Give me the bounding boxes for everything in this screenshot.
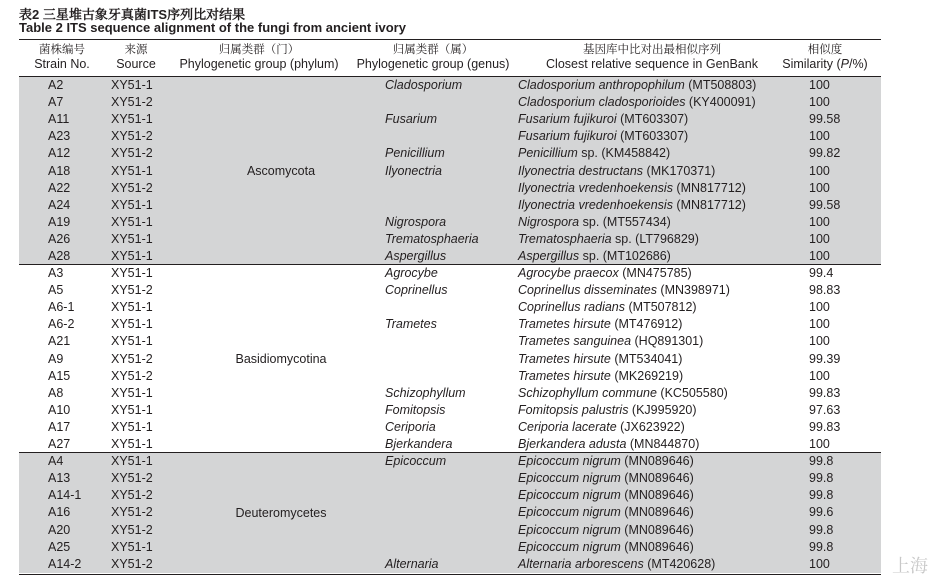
genbank-cell bbox=[518, 453, 694, 470]
group-2 bbox=[19, 453, 881, 573]
accession-number: sp. (MT102686) bbox=[579, 249, 671, 263]
similarity-cell: 100 bbox=[809, 300, 830, 315]
accession-number: (MN089646) bbox=[620, 522, 694, 537]
genbank-cell bbox=[518, 163, 715, 180]
group-1 bbox=[19, 265, 881, 453]
watermark: 上海 bbox=[892, 556, 928, 577]
genus-cell: Fusarium bbox=[385, 112, 438, 127]
table-row bbox=[19, 419, 881, 436]
source-cell: XY51-1 bbox=[111, 385, 153, 400]
genbank-cell bbox=[518, 385, 728, 402]
species-name: Fusarium fujikuroi bbox=[518, 112, 617, 127]
strain-cell: A10 bbox=[48, 402, 71, 417]
genbank-cell bbox=[518, 470, 694, 487]
table-row bbox=[19, 77, 881, 94]
accession-number: (MN089646) bbox=[620, 539, 694, 554]
accession-number: (HQ891301) bbox=[631, 334, 704, 349]
accession-number: (MN844870) bbox=[626, 437, 700, 452]
source-cell: XY51-2 bbox=[111, 283, 153, 298]
strain-cell: A27 bbox=[48, 437, 71, 452]
strain-cell: A16 bbox=[48, 505, 71, 520]
table-row bbox=[19, 487, 881, 504]
table-caption-en: Table 2 ITS sequence alignment of the fungi from ancient ivory bbox=[19, 20, 406, 35]
accession-number: (MN089646) bbox=[620, 488, 694, 503]
source-cell: XY51-1 bbox=[111, 112, 153, 127]
similarity-cell: 99.8 bbox=[809, 471, 834, 486]
strain-cell: A26 bbox=[48, 231, 71, 246]
table-row bbox=[19, 453, 881, 470]
similarity-cell: 100 bbox=[809, 129, 830, 144]
similarity-cell: 100 bbox=[809, 368, 830, 383]
header-phylum-en: Phylogenetic group (phylum) bbox=[179, 57, 339, 71]
source-cell: XY51-1 bbox=[111, 539, 153, 554]
species-name: Fomitopsis palustris bbox=[518, 402, 629, 417]
genbank-cell bbox=[518, 419, 685, 436]
genbank-cell bbox=[518, 539, 694, 556]
strain-cell: A6-2 bbox=[48, 317, 75, 332]
genbank-cell bbox=[518, 145, 670, 162]
strain-cell: A18 bbox=[48, 163, 71, 178]
accession-number: sp. (MT557434) bbox=[579, 214, 671, 229]
accession-number: (MT603307) bbox=[616, 129, 689, 144]
accession-number: (KJ995920) bbox=[628, 402, 697, 417]
header-genus-zh: 归属类群（属） bbox=[392, 42, 474, 56]
similarity-cell: 99.8 bbox=[809, 454, 834, 469]
species-name: Fusarium fujikuroi bbox=[518, 129, 617, 144]
genbank-cell bbox=[518, 282, 730, 299]
accession-number: (MN817712) bbox=[672, 197, 746, 212]
accession-number: sp. (KM458842) bbox=[577, 146, 671, 161]
strain-cell: A7 bbox=[48, 95, 64, 110]
header-similarity-zh: 相似度 bbox=[807, 42, 843, 56]
genus-cell: Trematosphaeria bbox=[385, 231, 479, 246]
similarity-cell: 100 bbox=[809, 163, 830, 178]
strain-cell: A12 bbox=[48, 146, 71, 161]
genus-cell: Cladosporium bbox=[385, 78, 463, 92]
strain-cell: A24 bbox=[48, 197, 71, 212]
strain-cell: A8 bbox=[48, 385, 64, 400]
strain-cell: A2 bbox=[48, 78, 64, 92]
strain-cell: A25 bbox=[48, 539, 71, 554]
species-name: Trematosphaeria bbox=[518, 231, 612, 246]
source-cell: XY51-1 bbox=[111, 266, 153, 281]
header-strain-en: Strain No. bbox=[34, 57, 90, 71]
table-caption-zh: 表2 三星堆古象牙真菌ITS序列比对结果 bbox=[19, 7, 246, 22]
genus-cell: Alternaria bbox=[385, 556, 439, 571]
source-cell: XY51-2 bbox=[111, 471, 153, 486]
species-name: Alternaria arborescens bbox=[518, 556, 644, 571]
genbank-cell bbox=[518, 487, 694, 504]
header-source-en: Source bbox=[116, 57, 156, 71]
accession-number: (MT603307) bbox=[616, 112, 689, 127]
genbank-cell bbox=[518, 351, 682, 368]
table-row bbox=[19, 333, 881, 350]
top-rule bbox=[19, 39, 881, 40]
species-name: Epicoccum nigrum bbox=[518, 522, 621, 537]
group-0 bbox=[19, 77, 881, 265]
table-row bbox=[19, 248, 881, 265]
genus-cell: Fomitopsis bbox=[385, 402, 446, 417]
table-row bbox=[19, 163, 881, 180]
header-strain-zh: 菌株编号 bbox=[39, 42, 85, 56]
similarity-cell: 100 bbox=[809, 95, 830, 110]
strain-cell: A13 bbox=[48, 471, 71, 486]
similarity-cell: 100 bbox=[809, 180, 830, 195]
accession-number: sp. (LT796829) bbox=[611, 231, 699, 246]
species-name: Ceriporia lacerate bbox=[518, 419, 617, 434]
table-row bbox=[19, 351, 881, 368]
similarity-cell: 97.63 bbox=[809, 402, 841, 417]
similarity-cell: 99.8 bbox=[809, 488, 834, 503]
similarity-cell: 100 bbox=[809, 78, 830, 92]
table-row bbox=[19, 128, 881, 145]
similarity-cell: 99.6 bbox=[809, 505, 834, 520]
strain-cell: A4 bbox=[48, 454, 64, 469]
accession-number: (KY400091) bbox=[685, 95, 756, 110]
bottom-rule bbox=[19, 574, 881, 575]
strain-cell: A17 bbox=[48, 419, 71, 434]
species-name: Trametes hirsute bbox=[518, 368, 611, 383]
genus-cell: Schizophyllum bbox=[385, 385, 466, 400]
strain-cell: A21 bbox=[48, 334, 71, 349]
strain-cell: A20 bbox=[48, 522, 71, 537]
genus-cell: Aspergillus bbox=[385, 249, 447, 263]
accession-number: (MK170371) bbox=[643, 163, 716, 178]
source-cell: XY51-2 bbox=[111, 505, 153, 520]
header-genus-en: Phylogenetic group (genus) bbox=[356, 57, 510, 71]
strain-cell: A11 bbox=[48, 112, 70, 127]
species-name: Trametes hirsute bbox=[518, 351, 611, 366]
genus-cell: Coprinellus bbox=[385, 283, 448, 298]
source-cell: XY51-2 bbox=[111, 368, 153, 383]
genbank-cell bbox=[518, 402, 697, 419]
genbank-cell bbox=[518, 94, 756, 111]
genbank-cell bbox=[518, 368, 683, 385]
species-name: Coprinellus radians bbox=[518, 300, 626, 315]
header-similarity bbox=[782, 42, 867, 72]
table-header bbox=[19, 42, 881, 76]
source-cell: XY51-2 bbox=[111, 95, 153, 110]
accession-number: (JX623922) bbox=[616, 419, 685, 434]
accession-number: (MT507812) bbox=[625, 300, 697, 315]
accession-number: (MN817712) bbox=[672, 180, 746, 195]
source-cell: XY51-2 bbox=[111, 488, 153, 503]
source-cell: XY51-1 bbox=[111, 317, 153, 332]
table-row bbox=[19, 145, 881, 162]
similarity-cell: 99.83 bbox=[809, 385, 841, 400]
species-name: Aspergillus bbox=[518, 249, 580, 263]
header-phylum bbox=[179, 42, 338, 72]
species-name: Trametes hirsute bbox=[518, 317, 611, 332]
genus-cell: Nigrospora bbox=[385, 214, 447, 229]
species-name: Agrocybe praecox bbox=[518, 266, 619, 281]
source-cell: XY51-1 bbox=[111, 437, 153, 452]
strain-cell: A22 bbox=[48, 180, 71, 195]
strain-cell: A23 bbox=[48, 129, 71, 144]
genus-cell: Ceriporia bbox=[385, 419, 436, 434]
table-row bbox=[19, 385, 881, 402]
phylum-label: Deuteromycetes bbox=[235, 505, 327, 520]
strain-cell: A19 bbox=[48, 214, 71, 229]
table-row bbox=[19, 111, 881, 128]
genus-cell: Agrocybe bbox=[385, 266, 438, 281]
similarity-cell: 100 bbox=[809, 334, 830, 349]
table-row bbox=[19, 214, 881, 231]
similarity-cell: 99.4 bbox=[809, 266, 834, 281]
phylum-label: Ascomycota bbox=[246, 163, 316, 178]
strain-cell: A9 bbox=[48, 351, 64, 366]
table-row bbox=[19, 436, 881, 453]
species-name: Epicoccum nigrum bbox=[518, 539, 621, 554]
table-row bbox=[19, 539, 881, 556]
source-cell: XY51-1 bbox=[111, 197, 153, 212]
source-cell: XY51-2 bbox=[111, 522, 153, 537]
table-row bbox=[19, 316, 881, 333]
species-name: Nigrospora bbox=[518, 214, 580, 229]
species-name: Coprinellus disseminates bbox=[518, 283, 657, 298]
header-phylum-zh: 归属类群（门） bbox=[218, 42, 300, 56]
similarity-cell: 99.58 bbox=[809, 197, 841, 212]
species-name: Cladosporium cladosporioides bbox=[518, 95, 686, 110]
source-cell: XY51-1 bbox=[111, 78, 153, 92]
genbank-cell bbox=[518, 504, 694, 521]
strain-cell: A14-2 bbox=[48, 556, 82, 571]
similarity-cell: 100 bbox=[809, 214, 830, 229]
table-row bbox=[19, 299, 881, 316]
accession-number: (MN089646) bbox=[620, 505, 694, 520]
genus-cell: Trametes bbox=[385, 317, 437, 332]
table-row bbox=[19, 180, 881, 197]
source-cell: XY51-1 bbox=[111, 214, 153, 229]
accession-number: (MN475785) bbox=[618, 266, 692, 281]
species-name: Schizophyllum commune bbox=[518, 385, 657, 400]
genus-cell: Penicillium bbox=[385, 146, 445, 161]
species-name: Epicoccum nigrum bbox=[518, 471, 621, 486]
source-cell: XY51-2 bbox=[111, 556, 153, 571]
table-row bbox=[19, 282, 881, 299]
genbank-cell bbox=[518, 214, 671, 231]
source-cell: XY51-1 bbox=[111, 300, 153, 315]
header-genus bbox=[357, 42, 510, 72]
similarity-cell: 99.58 bbox=[809, 112, 841, 127]
accession-number: (MN089646) bbox=[620, 471, 694, 486]
strain-cell: A15 bbox=[48, 368, 71, 383]
genbank-cell bbox=[518, 180, 746, 197]
similarity-cell: 99.8 bbox=[809, 522, 834, 537]
similarity-cell: 100 bbox=[809, 317, 830, 332]
header-source bbox=[116, 42, 156, 72]
genbank-cell bbox=[518, 77, 756, 94]
genbank-cell bbox=[518, 333, 703, 350]
genbank-cell bbox=[518, 436, 699, 453]
accession-number: (MK269219) bbox=[610, 368, 684, 383]
source-cell: XY51-2 bbox=[111, 129, 153, 144]
similarity-cell: 99.8 bbox=[809, 539, 834, 554]
table-row bbox=[19, 231, 881, 248]
accession-number: (MN398971) bbox=[656, 283, 730, 298]
source-cell: XY51-2 bbox=[111, 180, 153, 195]
source-cell: XY51-1 bbox=[111, 249, 153, 263]
genbank-cell bbox=[518, 248, 671, 265]
accession-number: (MT508803) bbox=[684, 78, 757, 92]
species-name: Ilyonectria destructans bbox=[518, 163, 644, 178]
genbank-cell bbox=[518, 522, 694, 539]
species-name: Epicoccum nigrum bbox=[518, 454, 621, 469]
similarity-cell: 100 bbox=[809, 437, 830, 452]
similarity-cell: 99.39 bbox=[809, 351, 841, 366]
similarity-cell: 100 bbox=[809, 231, 830, 246]
species-name: Cladosporium anthropophilum bbox=[518, 78, 685, 92]
source-cell: XY51-1 bbox=[111, 231, 153, 246]
species-name: Bjerkandera adusta bbox=[518, 437, 627, 452]
table-row bbox=[19, 368, 881, 385]
species-name: Trametes sanguinea bbox=[518, 334, 632, 349]
similarity-cell: 100 bbox=[809, 556, 830, 571]
genbank-cell bbox=[518, 128, 688, 145]
source-cell: XY51-1 bbox=[111, 334, 153, 349]
table-row bbox=[19, 94, 881, 111]
species-name: Ilyonectria vredenhoekensis bbox=[518, 197, 673, 212]
genbank-cell bbox=[518, 197, 746, 214]
source-cell: XY51-1 bbox=[111, 419, 153, 434]
genbank-cell bbox=[518, 231, 699, 248]
header-source-zh: 来源 bbox=[124, 42, 148, 56]
genbank-cell bbox=[518, 111, 688, 128]
strain-cell: A5 bbox=[48, 283, 64, 298]
genbank-cell bbox=[518, 299, 697, 316]
table-row bbox=[19, 504, 881, 521]
header-genbank-zh: 基因库中比对出最相似序列 bbox=[583, 42, 721, 56]
species-name: Epicoccum nigrum bbox=[518, 488, 621, 503]
genbank-cell bbox=[518, 265, 692, 282]
strain-cell: A14-1 bbox=[48, 488, 82, 503]
table-row bbox=[19, 265, 881, 282]
table-row bbox=[19, 470, 881, 487]
table-row bbox=[19, 197, 881, 214]
genus-cell: Epicoccum bbox=[385, 454, 447, 469]
strain-cell: A3 bbox=[48, 266, 64, 281]
table-row bbox=[19, 402, 881, 419]
genus-cell: Ilyonectria bbox=[385, 163, 442, 178]
header-similarity-en: Similarity (P/%) bbox=[782, 57, 868, 71]
source-cell: XY51-1 bbox=[111, 163, 153, 178]
source-cell: XY51-2 bbox=[111, 146, 153, 161]
genbank-cell bbox=[518, 316, 682, 333]
accession-number: (MT534041) bbox=[610, 351, 683, 366]
accession-number: (MT476912) bbox=[610, 317, 683, 332]
similarity-cell: 99.82 bbox=[809, 146, 841, 161]
table-body bbox=[19, 77, 881, 574]
accession-number: (MT420628) bbox=[643, 556, 716, 571]
table-row bbox=[19, 556, 881, 573]
genbank-cell bbox=[518, 556, 715, 573]
species-name: Penicillium bbox=[518, 146, 578, 161]
similarity-cell: 99.83 bbox=[809, 419, 841, 434]
strain-cell: A6-1 bbox=[48, 300, 75, 315]
strain-cell: A28 bbox=[48, 249, 71, 263]
header-genbank-en: Closest relative sequence in GenBank bbox=[546, 57, 758, 71]
source-cell: XY51-1 bbox=[111, 402, 153, 417]
header-genbank bbox=[546, 42, 758, 72]
accession-number: (KC505580) bbox=[656, 385, 728, 400]
similarity-cell: 98.83 bbox=[809, 283, 841, 298]
phylum-label: Basidiomycotina bbox=[235, 351, 327, 366]
header-strain bbox=[34, 42, 90, 72]
species-name: Ilyonectria vredenhoekensis bbox=[518, 180, 673, 195]
species-name: Epicoccum nigrum bbox=[518, 505, 621, 520]
similarity-cell: 100 bbox=[809, 249, 830, 263]
accession-number: (MN089646) bbox=[620, 454, 694, 469]
genus-cell: Bjerkandera bbox=[385, 437, 453, 452]
source-cell: XY51-2 bbox=[111, 351, 153, 366]
source-cell: XY51-1 bbox=[111, 454, 153, 469]
table-row bbox=[19, 522, 881, 539]
